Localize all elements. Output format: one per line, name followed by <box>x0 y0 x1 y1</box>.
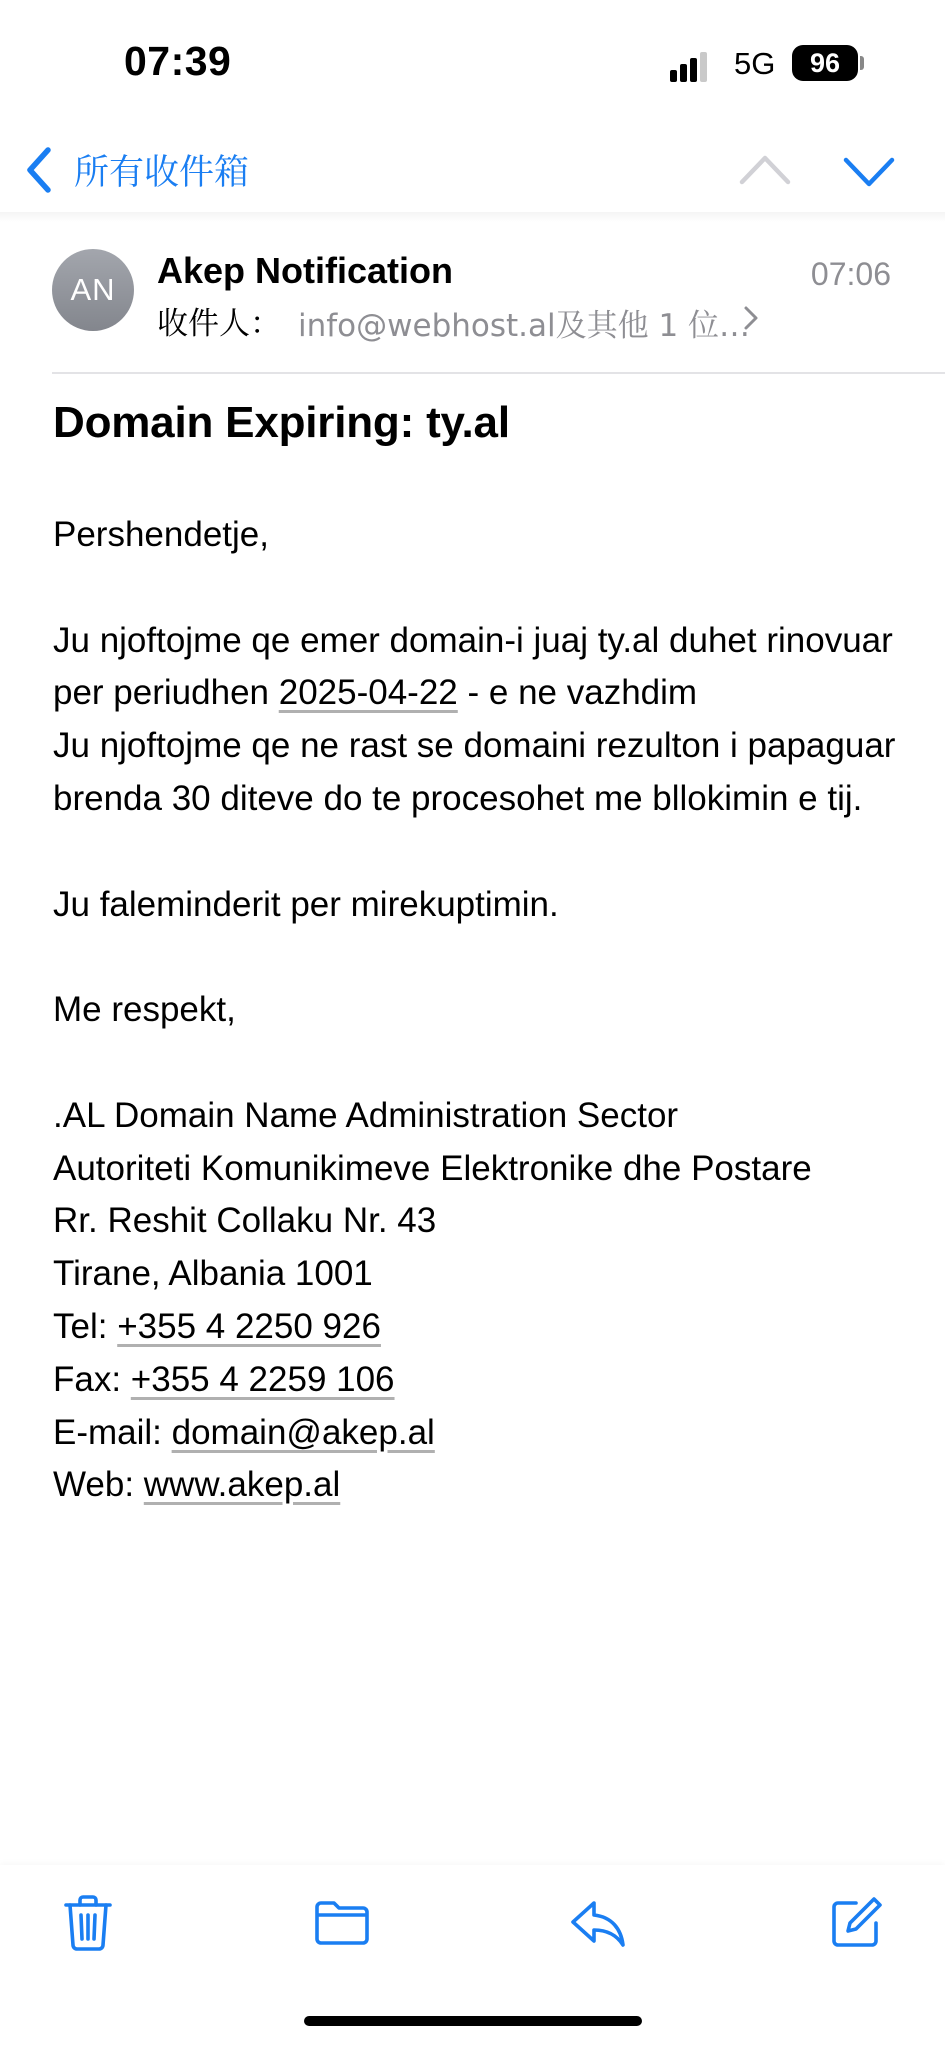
reply-icon[interactable] <box>568 1893 628 1953</box>
home-indicator <box>304 2016 642 2026</box>
to-label: 收件人： <box>157 306 281 342</box>
email-body <box>53 509 913 1512</box>
paragraph-renewal <box>53 615 913 721</box>
nav-bar <box>0 130 945 214</box>
web-label: Web: <box>53 1465 144 1505</box>
fax-label: Fax: <box>53 1359 131 1399</box>
battery-tip <box>860 56 864 70</box>
previous-message-icon[interactable] <box>738 144 792 198</box>
battery-icon: 96 <box>792 45 858 81</box>
paragraph-blocking: Ju njoftojme qe ne rast se domaini rezulton i papaguar brenda 30 diteve do te procesohet me bllokimin e tij. <box>53 726 896 818</box>
nav-shadow <box>0 212 945 222</box>
chevron-left-icon <box>24 146 54 194</box>
greeting: Pershendetje, <box>53 515 269 554</box>
tel-link[interactable]: +355 4 2250 926 <box>117 1306 381 1346</box>
paragraph-renewal-text: Ju njoftojme qe emer domain-i juaj ty.al duhet rinovuar per periudhen <box>53 620 893 713</box>
sender-name[interactable]: Akep Notification <box>157 250 454 291</box>
date-link[interactable]: 2025-04-22 <box>278 673 458 713</box>
fax-line <box>53 1354 913 1407</box>
compose-icon[interactable] <box>826 1893 886 1953</box>
tel-label: Tel: <box>53 1306 118 1346</box>
tel-line <box>53 1301 913 1354</box>
recipients[interactable]: info@webhost.al及其他 1 位… <box>298 308 751 344</box>
signature-line-4: Tirane, Albania 1001 <box>53 1254 373 1294</box>
status-bar <box>0 0 945 130</box>
trash-icon[interactable] <box>58 1893 118 1953</box>
fax-link[interactable]: +355 4 2259 106 <box>130 1359 395 1399</box>
network-type: 5G <box>734 46 776 81</box>
email-label: E-mail: <box>53 1412 172 1452</box>
avatar[interactable]: AN <box>52 249 134 331</box>
back-button[interactable] <box>24 140 249 200</box>
email-link[interactable]: domain@akep.al <box>171 1412 435 1452</box>
signature-line-3: Rr. Reshit Collaku Nr. 43 <box>53 1201 437 1241</box>
back-label: 所有收件箱 <box>74 153 250 193</box>
web-line <box>53 1459 913 1512</box>
web-link[interactable]: www.akep.al <box>143 1465 341 1505</box>
paragraph-renewal-end: - e ne vazhdim <box>457 673 698 713</box>
next-message-icon[interactable] <box>842 144 896 198</box>
chevron-right-icon[interactable] <box>742 304 760 332</box>
signal-icon <box>670 48 718 82</box>
header-divider <box>52 372 945 374</box>
folder-icon[interactable] <box>312 1893 372 1953</box>
closing-line: Me respekt, <box>53 990 236 1030</box>
thanks-line: Ju faleminderit per mirekuptimin. <box>53 884 559 924</box>
email-subject: Domain Expiring: ty.al <box>53 398 510 447</box>
signature-line-1: .AL Domain Name Administration Sector <box>53 1095 679 1135</box>
status-time: 07:39 <box>124 38 232 84</box>
signature-line-2: Autoriteti Komunikimeve Elektronike dhe Postare <box>53 1148 812 1188</box>
received-time: 07:06 <box>810 256 891 292</box>
email-line <box>53 1407 913 1460</box>
